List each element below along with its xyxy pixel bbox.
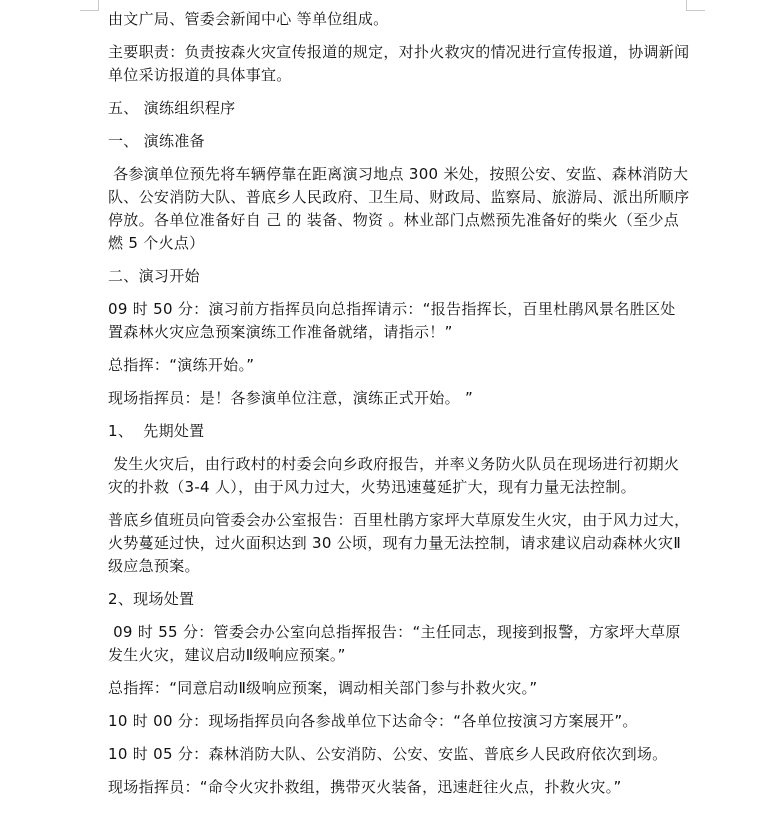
paragraph-commander-approval: 总指挥：“同意启动Ⅱ级响应预案，调动相关部门参与扑救火灾。” [108,679,538,697]
item-heading-onsite-handling: 2、现场处置 [108,590,195,608]
item-heading-initial-response: 1、 先期处置 [108,422,205,440]
paragraph-composition: 由文广局、管委会新闻中心 等单位组成。 [108,10,389,28]
paragraph-preparation-details: 各参演单位预先将车辆停靠在距离演习地点 300 米处，按照公安、安监、森林消防大队、公安消防大队、普底乡人民政府、卫生局、财政局、监察局、旅游局、派出所顺序停放。各单位准备好自 己 的 装备、物资 。林业部门点燃预先准备好的柴火（至少点燃 5 个火点） [108,165,690,252]
paragraph-duty-officer-report: 普底乡值班员向管委会办公室报告：百里杜鹃方家坪大草原发生火灾，由于风力过大，火势蔓延过快，过火面积达到 30 公顷，现有力量无法控制，请求建议启动森林火灾Ⅱ级应急预案。 [108,511,690,575]
paragraph-0955-report: 09 时 55 分：管委会办公室向总指挥报告：“主任同志，现接到报警，方家坪大草原发生火灾，建议启动Ⅱ级响应预案。” [108,623,681,664]
subsection-heading-preparation: 一、 演练准备 [108,132,205,150]
document-body [108,8,690,809]
section-heading-drill-procedure: 五、 演练组织程序 [108,99,236,117]
subsection-heading-drill-start: 二、演习开始 [108,267,200,285]
page-corner-mark-left [80,0,99,11]
paragraph-commander-start: 总指挥：“演练开始。” [108,356,255,374]
paragraph-field-commander-start: 现场指挥员：是！各参演单位注意，演练正式开始。 ” [108,389,474,407]
paragraph-1000-order: 10 时 00 分：现场指挥员向各参战单位下达命令：“各单位按演习方案展开”。 [108,712,638,730]
paragraph-main-duties: 主要职责：负责按森火灾宣传报道的规定，对扑火救灾的情况进行宣传报道，协调新闻单位采访报道的具体事宜。 [108,43,690,84]
paragraph-fire-report: 发生火灾后，由行政村的村委会向乡政府报告，并率义务防火队员在现场进行初期火灾的扑救（3-4 人），由于风力过大，火势迅速蔓延扩大，现有力量无法控制。 [108,455,680,496]
paragraph-1005-arrival: 10 时 05 分：森林消防大队、公安消防、公安、安监、普底乡人民政府依次到场。 [108,745,668,763]
paragraph-0950-request: 09 时 50 分：演习前方指挥员向总指挥请示：“报告指挥长，百里杜鹃风景名胜区处置森林火灾应急预案演练工作准备就绪，请指示！” [108,300,676,341]
paragraph-field-commander-order: 现场指挥员：“命令火灾扑救组，携带灭火装备，迅速赶往火点，扑救火灾。” [108,778,622,796]
